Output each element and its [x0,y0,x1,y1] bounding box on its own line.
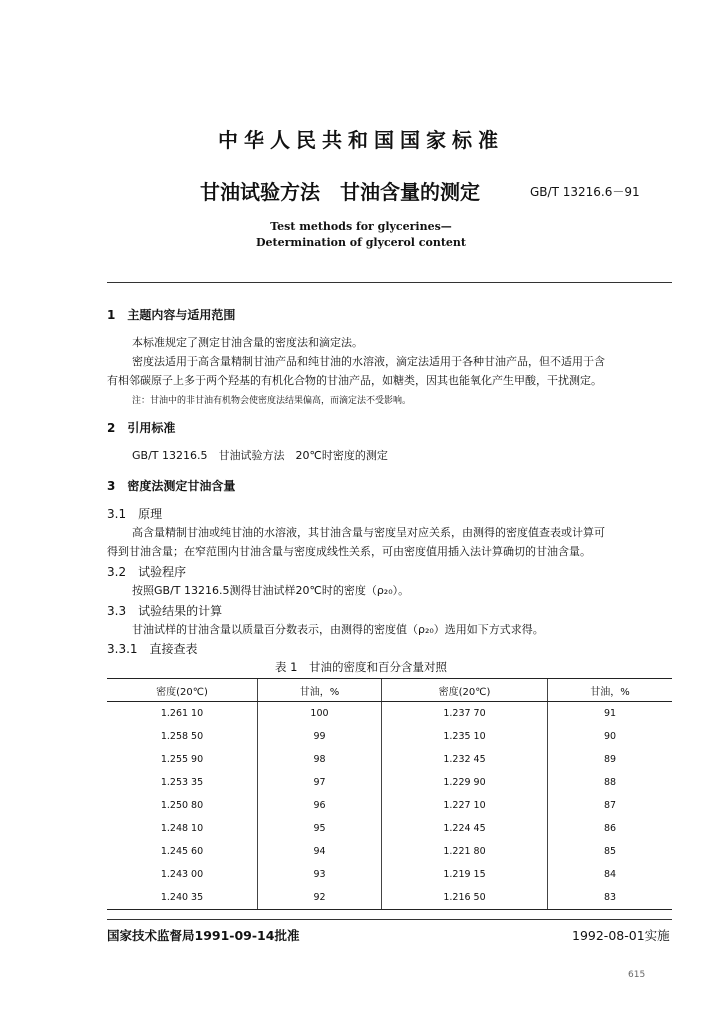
footer-rule [107,919,672,920]
section-3-1-heading: 3.1 原理 [107,507,163,521]
reference-standard: GB/T 13216.5 甘油试验方法 20℃时密度的测定 [132,449,388,462]
cell-density: 1.227 10 [382,794,548,817]
cell-glycerol: 92 [258,886,382,910]
table-row [107,794,672,817]
implementation-date: 1992-08-01实施 [572,928,670,943]
cell-density: 1.253 35 [160,777,204,788]
national-standard-heading: 中华人民共和国国家标准 [218,128,504,152]
cell-glycerol: 99 [258,725,382,748]
section-2-heading: 2 引用标准 [107,421,176,435]
col-header-glycerol-1: 甘油，% [258,679,382,702]
section-3-2-heading: 3.2 试验程序 [107,565,187,579]
cell-glycerol: 100 [258,702,382,726]
section-1-para-2b: 有相邻碳原子上多于两个羟基的有机化合物的甘油产品，如糖类，因其也能氧化产生甲酸，干扰测定。 [107,374,602,387]
standard-code: GB/T 13216.6－91 [530,185,640,199]
document-title: 甘油试验方法 甘油含量的测定 [200,180,480,204]
density-glycerol-table [107,678,672,910]
cell-density: 1.255 90 [160,754,204,765]
section-1-para-1: 本标准规定了测定甘油含量的密度法和滴定法。 [132,336,363,349]
table-row [107,748,672,771]
cell-density: 1.250 80 [160,800,204,811]
table-row [107,817,672,840]
section-3-3-heading: 3.3 试验结果的计算 [107,604,223,618]
approval-line: 国家技术监督局1991-09-14批准 [107,928,300,943]
cell-glycerol: 96 [258,794,382,817]
cell-density: 1.221 80 [382,840,548,863]
col-header-density-2: 密度(20℃) [382,679,548,702]
cell-glycerol: 91 [548,702,673,726]
section-3-2-text: 按照GB/T 13216.5测得甘油试样20℃时的密度（ρ₂₀）。 [132,584,410,597]
cell-density: 1.240 35 [107,886,258,910]
col-header-glycerol-2: 甘油，% [548,679,673,702]
col-header-density-1: 密度(20℃) [107,679,258,702]
cell-density: 1.232 45 [382,748,548,771]
page-number: 615 [628,970,646,980]
table-row [107,771,672,794]
cell-glycerol: 83 [548,886,673,910]
table-row [107,886,672,910]
cell-density: 1.245 60 [160,846,204,857]
cell-glycerol: 90 [548,725,673,748]
cell-glycerol: 98 [258,748,382,771]
cell-glycerol: 93 [258,863,382,886]
cell-density: 1.229 90 [382,771,548,794]
section-1-note: 注：甘油中的非甘油有机物会使密度法结果偏高，而滴定法不受影响。 [132,396,412,406]
cell-density: 1.235 10 [382,725,548,748]
section-3-1-para-a: 高含量精制甘油或纯甘油的水溶液，其甘油含量与密度呈对应关系，由测得的密度值查表或计算可 [132,526,605,539]
cell-density: 1.248 10 [160,823,204,834]
cell-density: 1.258 50 [160,731,204,742]
cell-glycerol: 86 [548,817,673,840]
table-row [107,863,672,886]
table-1-caption: 表 1 甘油的密度和百分含量对照 [275,660,447,674]
section-3-3-text: 甘油试样的甘油含量以质量百分数表示，由测得的密度值（ρ₂₀）选用如下方式求得。 [132,623,544,636]
cell-density: 1.216 50 [382,886,548,910]
section-1-heading: 1 主题内容与适用范围 [107,308,236,322]
cell-glycerol: 88 [548,771,673,794]
header-rule [107,282,672,283]
cell-glycerol: 95 [258,817,382,840]
cell-density: 1.224 45 [382,817,548,840]
cell-glycerol: 89 [548,748,673,771]
cell-glycerol: 97 [258,771,382,794]
table-row [107,702,672,726]
cell-density: 1.243 00 [160,869,204,880]
table-header-row [107,679,672,702]
cell-density: 1.219 15 [382,863,548,886]
cell-density: 1.261 10 [160,708,204,719]
table-row [107,840,672,863]
table-row [107,725,672,748]
english-title-line-1: Test methods for glycerines— [270,220,452,233]
section-3-3-1-heading: 3.3.1 直接查表 [107,642,198,656]
section-1-para-2a: 密度法适用于高含量精制甘油产品和纯甘油的水溶液，滴定法适用于各种甘油产品，但不适用于含 [132,355,605,368]
cell-glycerol: 85 [548,840,673,863]
cell-glycerol: 84 [548,863,673,886]
section-3-heading: 3 密度法测定甘油含量 [107,479,236,493]
section-3-1-para-b: 得到甘油含量；在窄范围内甘油含量与密度成线性关系，可由密度值用插入法计算确切的甘油含量。 [107,545,591,558]
english-title-line-2: Determination of glycerol content [256,236,466,249]
cell-glycerol: 87 [548,794,673,817]
cell-glycerol: 94 [258,840,382,863]
cell-density: 1.237 70 [382,702,548,726]
